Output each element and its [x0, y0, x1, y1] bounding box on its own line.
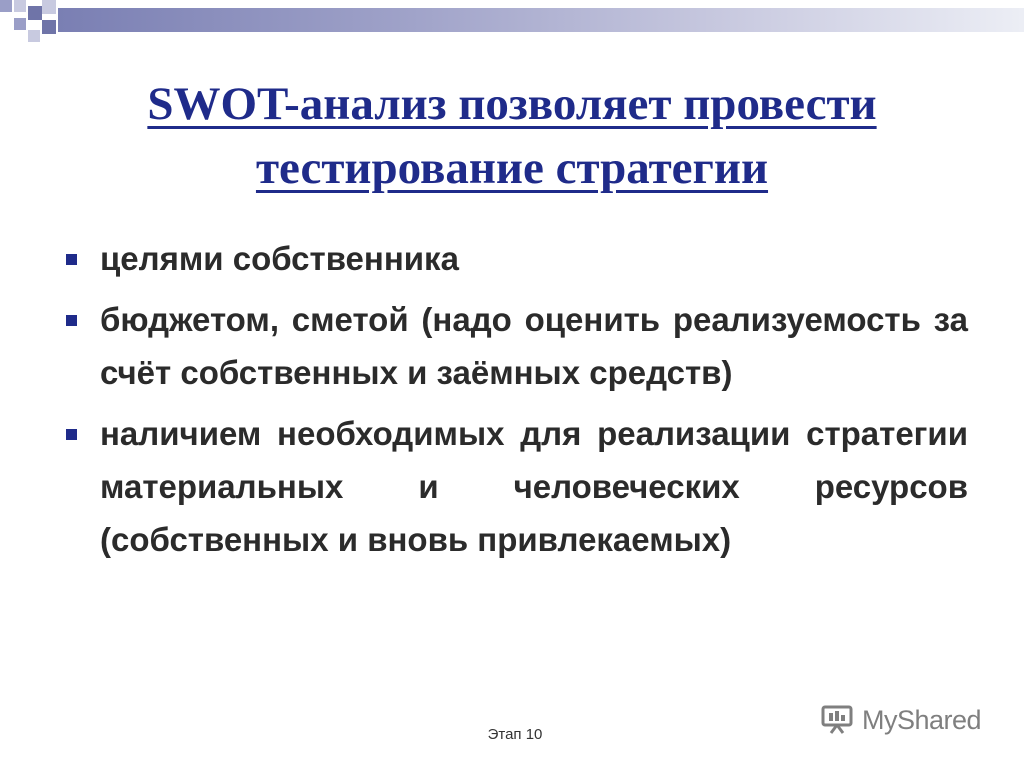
bullet-text: наличием необходимых для реализации стратегии материальных и человеческих ресурсов (собственных и вновь привлекаемых) [100, 415, 968, 558]
bullet-list [60, 232, 968, 574]
square-bullet-icon [66, 429, 77, 440]
header-gradient-band [58, 8, 1024, 32]
decor-square [42, 0, 56, 14]
title-line: SWOT-анализ позволяет провести [147, 78, 877, 130]
title-line: тестирование стратегии [255, 142, 769, 194]
watermark-text: MyShared [862, 704, 982, 735]
bullet-text: бюджетом, сметой (надо оценить реализуемость за счёт собственных и заёмных средств) [100, 301, 968, 391]
slide-title [40, 72, 984, 200]
watermark [820, 700, 981, 740]
bullet-item [60, 232, 968, 285]
square-bullet-icon [66, 254, 77, 265]
square-bullet-icon [66, 315, 77, 326]
slide-footer: Этап 10 [487, 726, 543, 743]
decor-square [0, 0, 12, 12]
decor-square [28, 6, 42, 20]
decor-square [42, 20, 56, 34]
presentation-icon [820, 705, 854, 735]
bullet-item [60, 407, 968, 566]
decor-square [14, 0, 26, 12]
decorative-header-bar [0, 0, 1024, 48]
decor-square [28, 30, 40, 42]
decor-square [14, 18, 26, 30]
bullet-text: целями собственника [100, 240, 459, 277]
bullet-item [60, 293, 968, 399]
